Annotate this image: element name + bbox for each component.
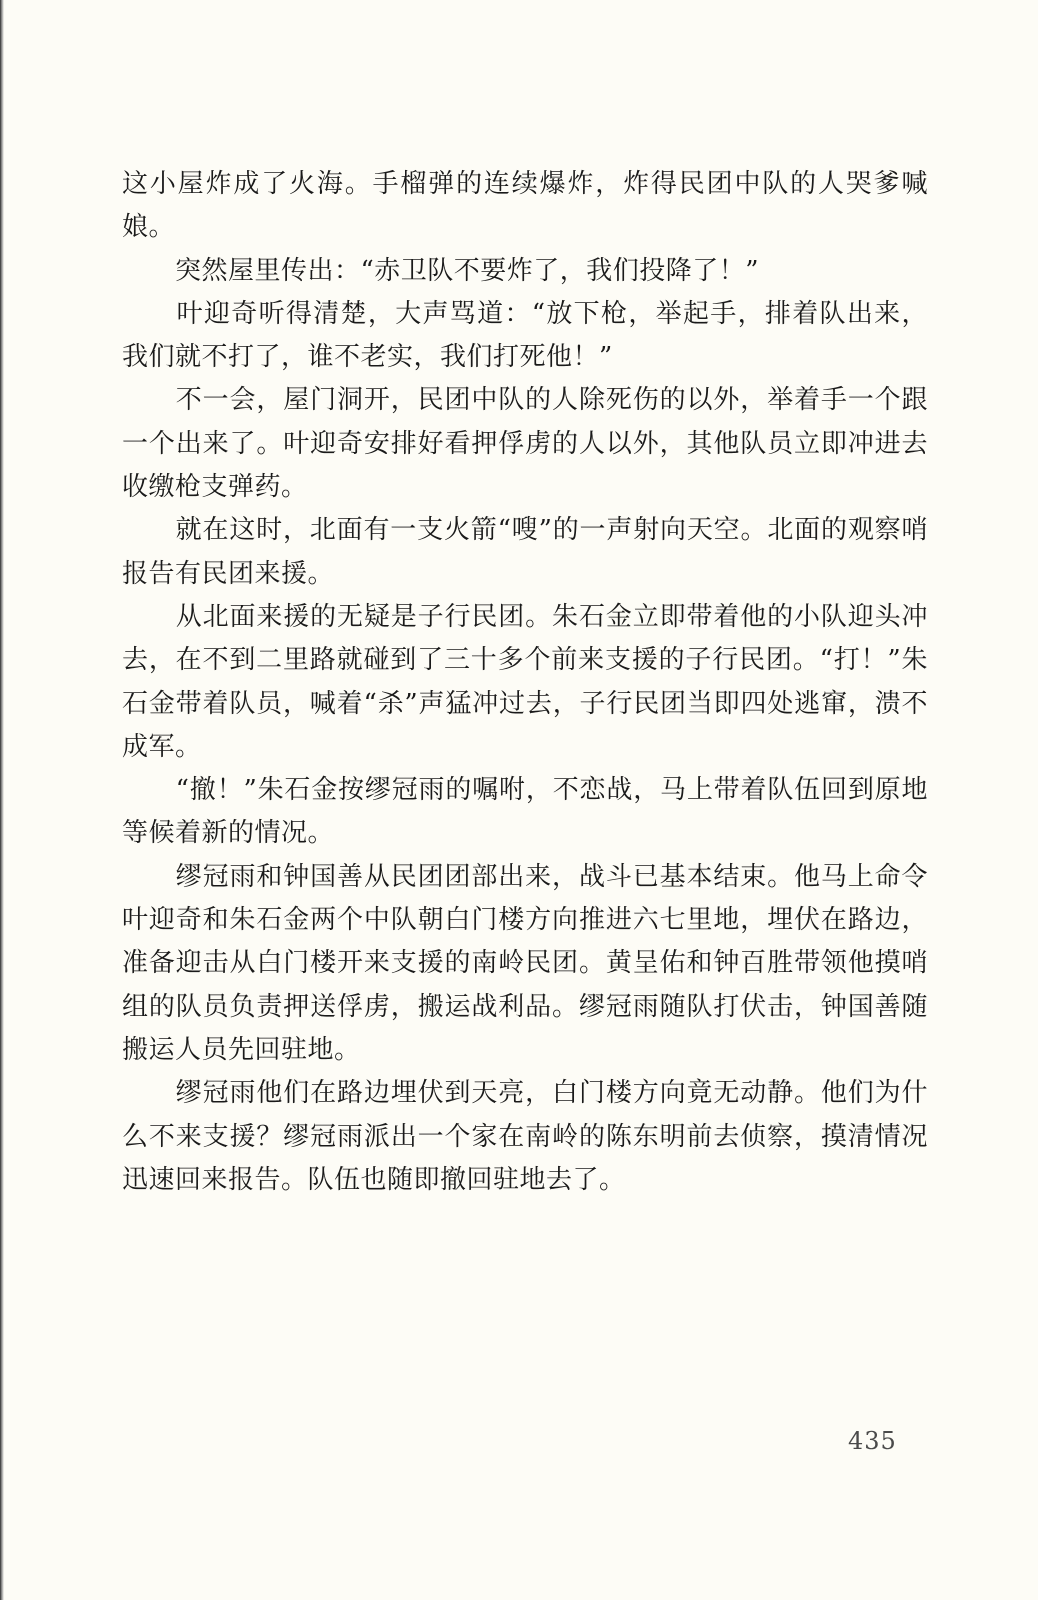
paragraph: 从北面来援的无疑是子行民团。朱石金立即带着他的小队迎头冲去，在不到二里路就碰到了三十多个前来支援的子行民团。“打！”朱石金带着队员，喊着“杀”声猛冲过去，子行民团当即四处逃窜，溃不成军。	[122, 601, 928, 762]
page-binding-edge	[0, 0, 4, 1600]
paragraph: “撤！”朱石金按缪冠雨的嘱咐，不恋战，马上带着队伍回到原地等候着新的情况。	[122, 775, 928, 849]
paragraph: 就在这时，北面有一支火箭“嗖”的一声射向天空。北面的观察哨报告有民团来援。	[122, 515, 928, 589]
paragraph: 缪冠雨他们在路边埋伏到天亮，白门楼方向竟无动静。他们为什么不来支援？缪冠雨派出一个家在南岭的陈东明前去侦察，摸清情况迅速回来报告。队伍也随即撤回驻地去了。	[122, 1078, 928, 1195]
paragraph: 这小屋炸成了火海。手榴弹的连续爆炸，炸得民团中队的人哭爹喊娘。	[122, 169, 928, 243]
paragraph: 不一会，屋门洞开，民团中队的人除死伤的以外，举着手一个跟一个出来了。叶迎奇安排好看押俘虏的人以外，其他队员立即冲进去收缴枪支弹药。	[122, 385, 928, 503]
page-number: 435	[848, 1427, 897, 1455]
body-text	[122, 163, 928, 1202]
paragraph: 缪冠雨和钟国善从民团团部出来，战斗已基本结束。他马上命令叶迎奇和朱石金两个中队朝白门楼方向推进六七里地，埋伏在路边，准备迎击从白门楼开来支援的南岭民团。黄呈佑和钟百胜带领他摸哨组的队员负责押送俘虏，搬运战利品。缪冠雨随队打伏击，钟国善随搬运人员先回驻地。	[122, 861, 928, 1065]
paragraph: 叶迎奇听得清楚，大声骂道：“放下枪，举起手，排着队出来，我们就不打了，谁不老实，我们打死他！”	[122, 298, 928, 373]
paragraph: 突然屋里传出：“赤卫队不要炸了，我们投降了！”	[122, 255, 760, 286]
